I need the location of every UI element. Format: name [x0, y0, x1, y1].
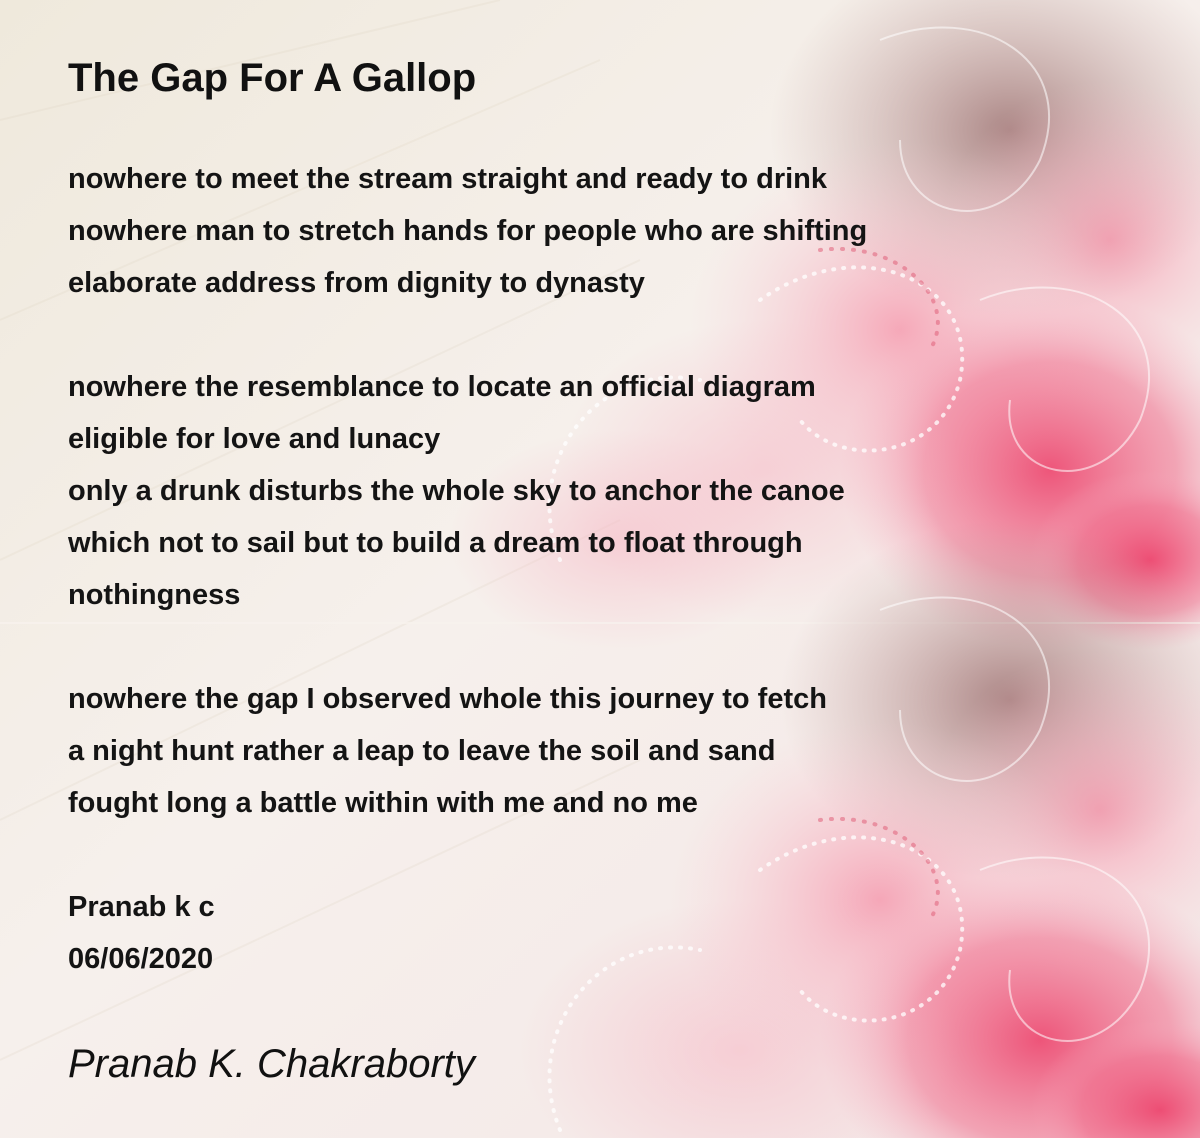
poem-line: eligible for love and lunacy: [68, 423, 441, 455]
poem-line: fought long a battle within with me and no me: [68, 787, 698, 819]
stanza-2: [68, 361, 1068, 621]
author-signature: Pranab K. Chakraborty: [68, 1042, 475, 1086]
poem-line: a night hunt rather a leap to leave the soil and sand: [68, 735, 776, 767]
poem-line: nowhere the gap I observed whole this journey to fetch: [68, 683, 827, 715]
poem-line: nothingness: [68, 579, 241, 611]
stanza-signoff: [68, 881, 1068, 985]
signoff-date: 06/06/2020: [68, 943, 214, 975]
stanza-3: [68, 673, 1068, 829]
poem-line: nowhere the resemblance to locate an official diagram: [68, 371, 816, 403]
poem-line: nowhere to meet the stream straight and ready to drink: [68, 163, 827, 195]
poem-title: The Gap For A Gallop: [68, 56, 477, 100]
poem-line: elaborate address from dignity to dynasty: [68, 267, 645, 299]
poem-body: [68, 153, 1068, 1037]
poem-line: only a drunk disturbs the whole sky to anchor the canoe: [68, 475, 845, 507]
stanza-1: [68, 153, 1068, 309]
signoff-name: Pranab k c: [68, 891, 215, 923]
poem-line: nowhere man to stretch hands for people who are shifting: [68, 215, 868, 247]
poem-line: which not to sail but to build a dream to float through: [68, 527, 803, 559]
